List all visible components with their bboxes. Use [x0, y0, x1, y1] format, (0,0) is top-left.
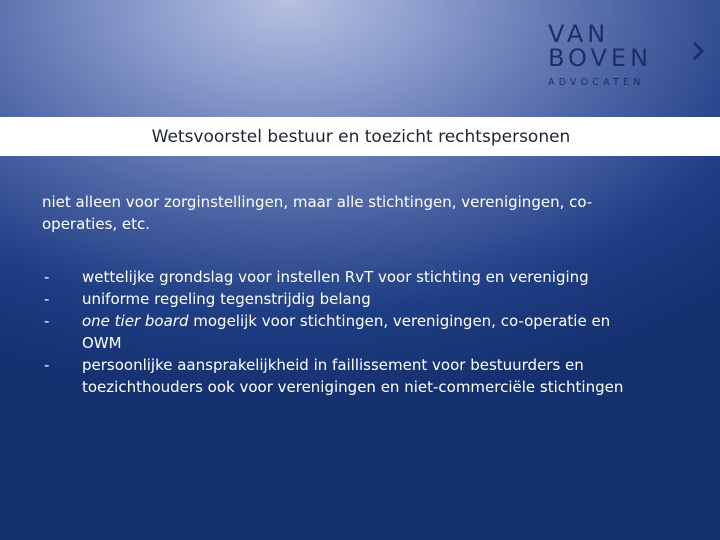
- bullet-dash: -: [44, 268, 50, 286]
- bullet-text: uniforme regeling tegenstrijdig belang: [82, 290, 371, 308]
- list-item: [42, 288, 642, 310]
- bullet-text-container: [82, 310, 642, 354]
- bullet-text: mogelijk voor stichtingen, verenigingen, co-operatie en OWM: [82, 312, 611, 352]
- title-band: [0, 117, 720, 156]
- bullet-list: [42, 266, 642, 398]
- list-item: [42, 354, 642, 398]
- slide-body: [42, 191, 642, 398]
- logo-text-boven: BOVEN: [548, 44, 653, 72]
- list-item: [42, 310, 642, 354]
- slide-title: Wetsvoorstel bestuur en toezicht rechtspersonen: [151, 126, 571, 147]
- list-item: [42, 266, 642, 288]
- logo-text-advocaten: ADVOCATEN: [548, 77, 645, 88]
- intro-paragraph: niet alleen voor zorginstellingen, maar alle stichtingen, verenigingen, co-operaties, etc.: [42, 193, 593, 233]
- company-logo: [548, 22, 660, 88]
- bullet-text: wettelijke grondslag voor instellen RvT voor stichting en vereniging: [82, 268, 589, 286]
- bullet-dash: -: [44, 312, 50, 330]
- chevron-right-icon[interactable]: [692, 40, 704, 62]
- bullet-emphasis: one tier board: [82, 312, 189, 330]
- bullet-dash: -: [44, 290, 50, 308]
- bullet-dash: -: [44, 356, 50, 374]
- logo-text-van: VAN: [548, 20, 610, 48]
- bullet-text: persoonlijke aansprakelijkheid in faillissement voor bestuurders en toezichthouders ook voor verenigingen en niet-commerciële stichtingen: [82, 356, 624, 396]
